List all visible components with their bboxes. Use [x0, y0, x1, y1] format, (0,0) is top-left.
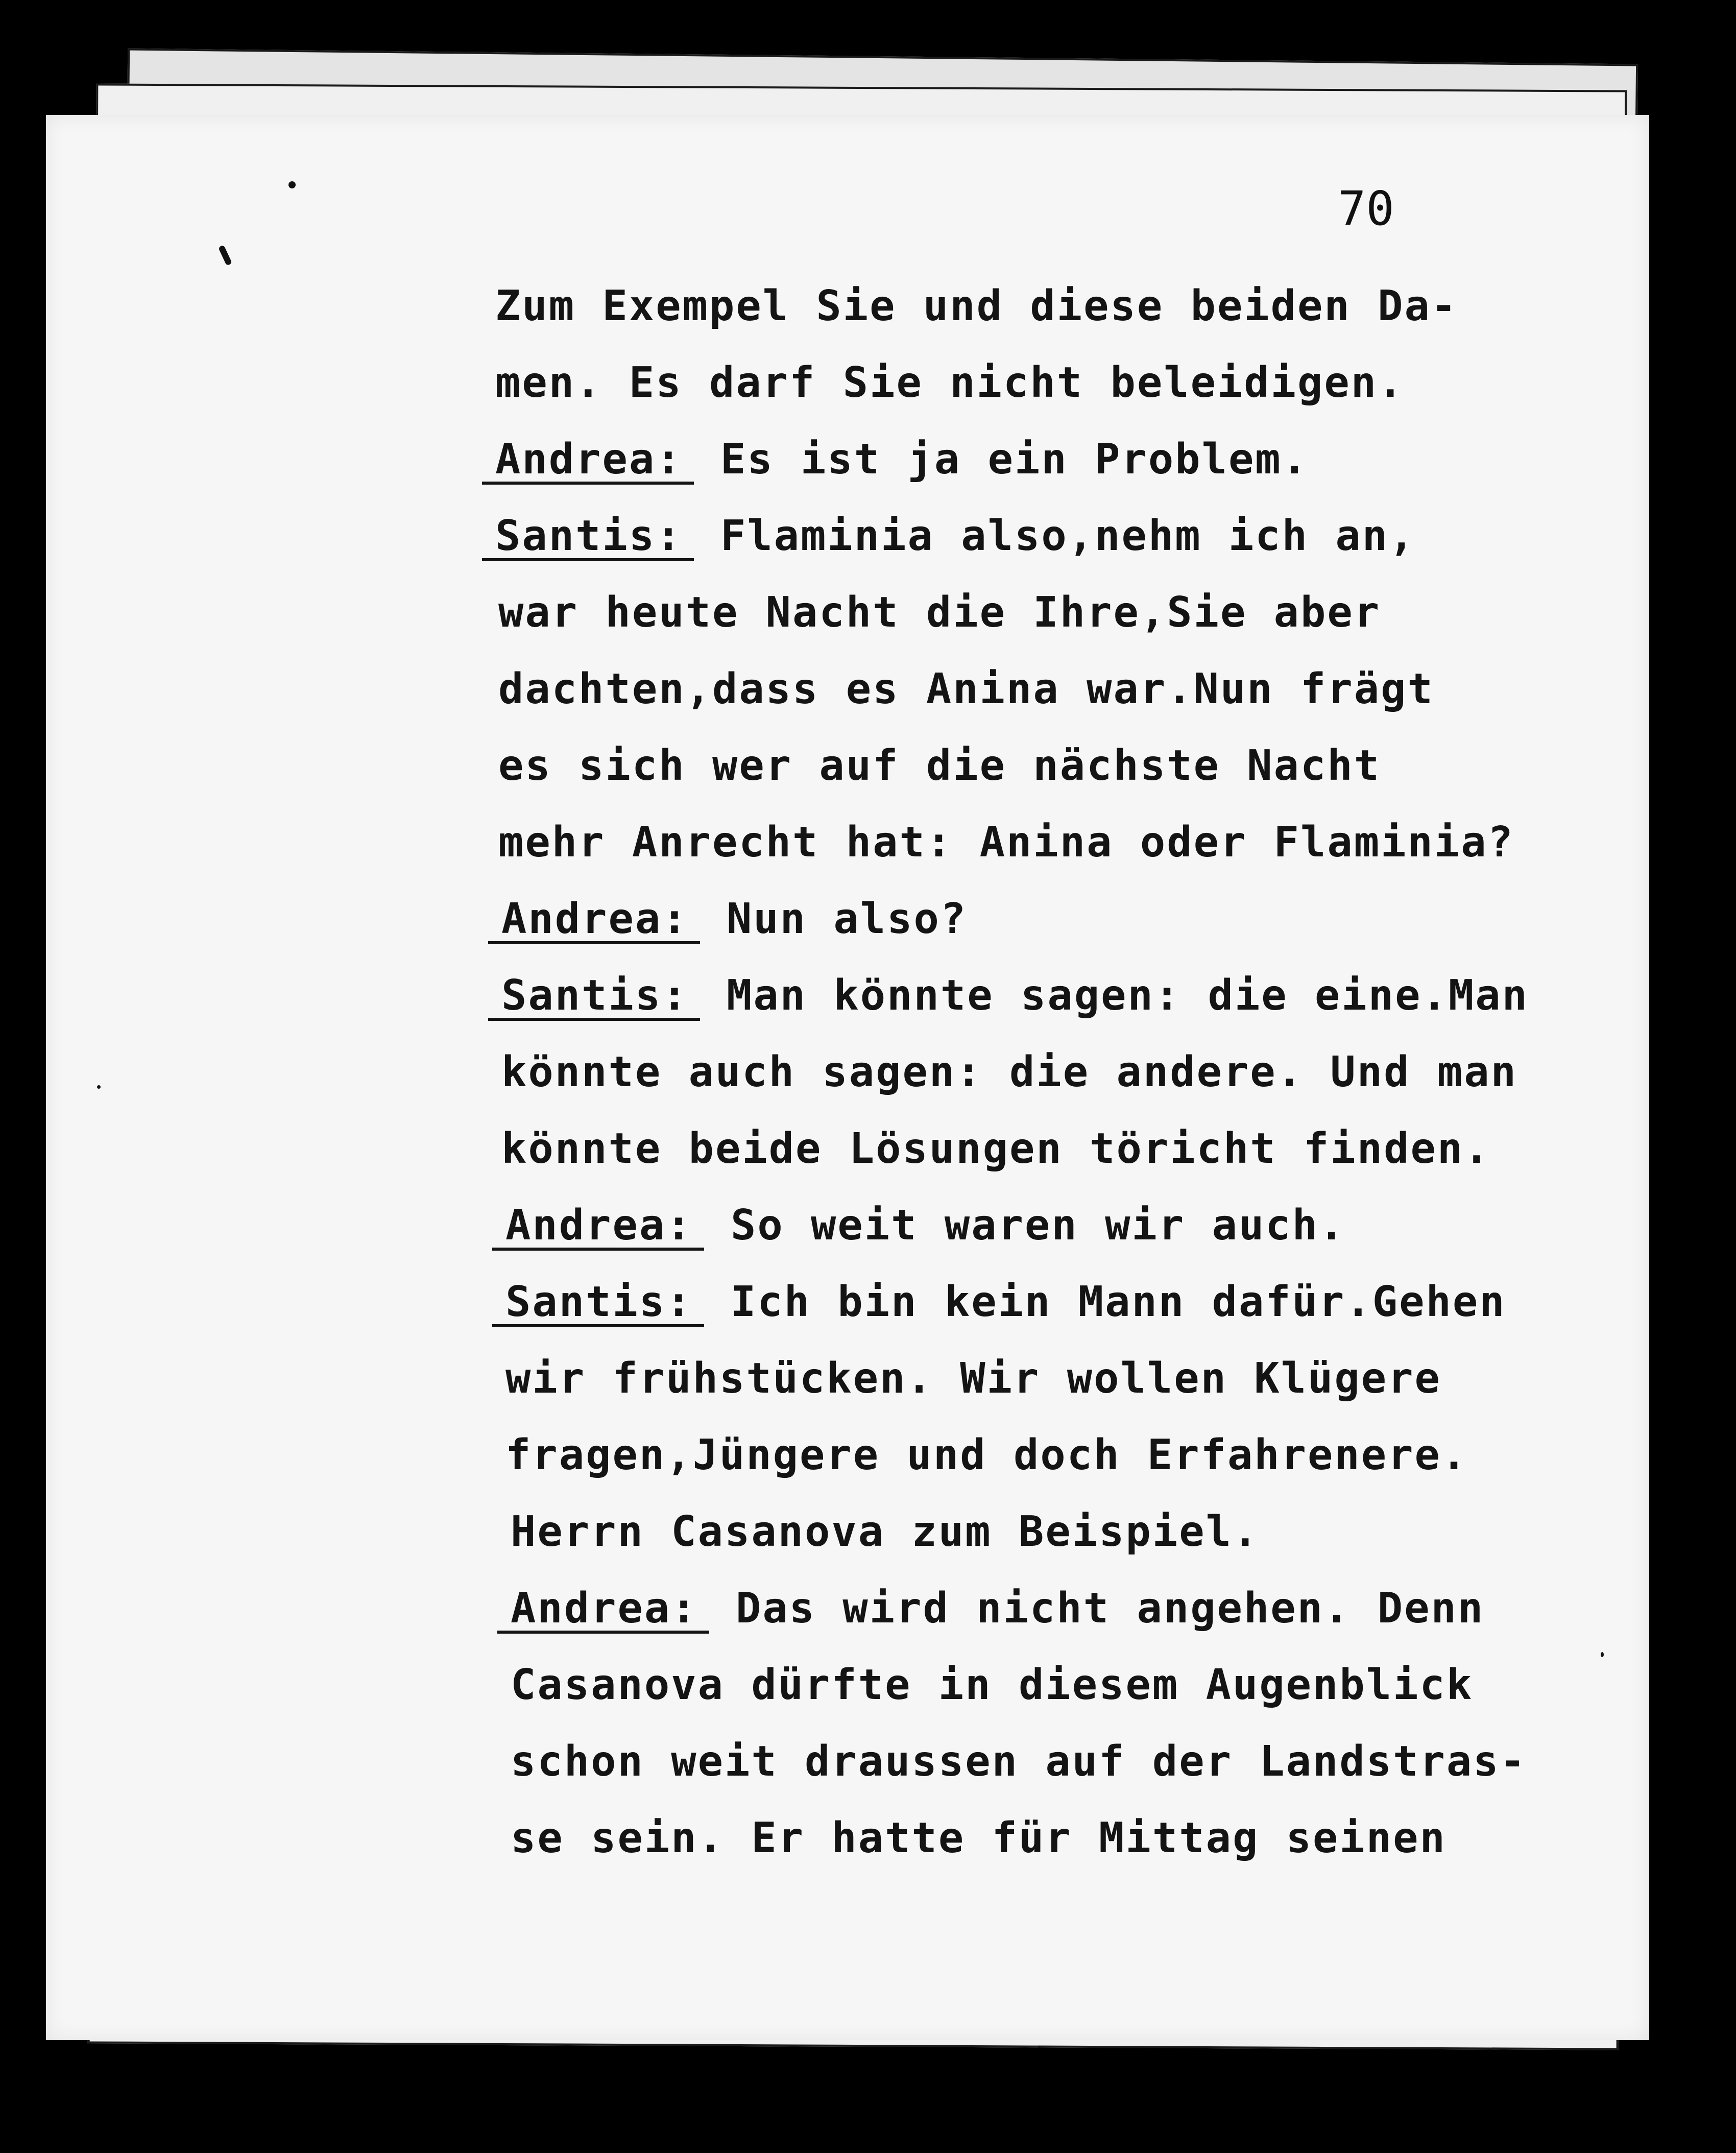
text-line [495, 1111, 1629, 1187]
speaker-label: Santis: [482, 514, 694, 561]
line-text: schon weit draussen auf der Landstras- [511, 1737, 1527, 1786]
line-text: fragen,Jüngere und doch Erfahrenere. [505, 1431, 1468, 1479]
text-line [495, 958, 1629, 1034]
text-line [495, 1417, 1629, 1494]
text-line [495, 728, 1629, 804]
text-line [495, 421, 1629, 498]
text-line [495, 268, 1629, 345]
text-line [495, 1264, 1629, 1341]
text-line [495, 1341, 1629, 1417]
speaker-label: Santis: [492, 1280, 704, 1327]
text-line [495, 1800, 1629, 1877]
page-number: 70 [1338, 181, 1394, 236]
line-text: Ich bin kein Mann dafür.Gehen [704, 1278, 1506, 1326]
text-line [495, 1187, 1629, 1264]
line-text: Casanova dürfte in diesem Augenblick [511, 1661, 1474, 1709]
text-line [495, 804, 1629, 881]
text-line [495, 1724, 1629, 1800]
line-text: Flaminia also,nehm ich an, [693, 512, 1416, 560]
line-text: men. Es darf Sie nicht beleidigen. [495, 358, 1405, 407]
text-line [495, 1647, 1629, 1724]
line-text: dachten,dass es Anina war.Nun frägt [498, 665, 1434, 713]
ink-speck [288, 181, 296, 188]
line-text: könnte auch sagen: die andere. Und man [501, 1048, 1517, 1096]
line-text: wir frühstücken. Wir wollen Klügere [505, 1354, 1441, 1403]
text-line [495, 345, 1629, 421]
line-text: war heute Nacht die Ihre,Sie aber [498, 588, 1381, 637]
line-text: So weit waren wir auch. [704, 1201, 1346, 1250]
ink-speck [218, 245, 232, 266]
speaker-label: Santis: [488, 974, 700, 1021]
speaker-label: Andrea: [492, 1204, 704, 1251]
line-text: mehr Anrecht hat: Anina oder Flaminia? [498, 818, 1514, 867]
text-line [495, 575, 1629, 651]
text-line [495, 881, 1629, 958]
typed-text-body [495, 268, 1629, 1877]
speaker-label: Andrea: [497, 1587, 709, 1634]
line-text: Herrn Casanova zum Beispiel. [511, 1508, 1260, 1556]
text-line [495, 498, 1629, 575]
line-text: es sich wer auf die nächste Nacht [498, 741, 1381, 790]
line-text: Nun also? [700, 895, 968, 943]
typescript-page [46, 115, 1649, 2040]
text-line [495, 651, 1629, 728]
line-text: Es ist ja ein Problem. [693, 435, 1309, 484]
speaker-label: Andrea: [482, 438, 694, 485]
line-text: könnte beide Lösungen töricht finden. [501, 1125, 1491, 1173]
speaker-label: Andrea: [488, 897, 700, 944]
line-text: Man könnte sagen: die eine.Man [700, 971, 1529, 1020]
text-line [495, 1494, 1629, 1570]
text-line [495, 1570, 1629, 1647]
line-text: se sein. Er hatte für Mittag seinen [511, 1814, 1446, 1862]
text-line [495, 1034, 1629, 1111]
line-text: Zum Exempel Sie und diese beiden Da- [495, 282, 1458, 330]
line-text: Das wird nicht angehen. Denn [709, 1584, 1485, 1633]
ink-speck [97, 1085, 101, 1089]
